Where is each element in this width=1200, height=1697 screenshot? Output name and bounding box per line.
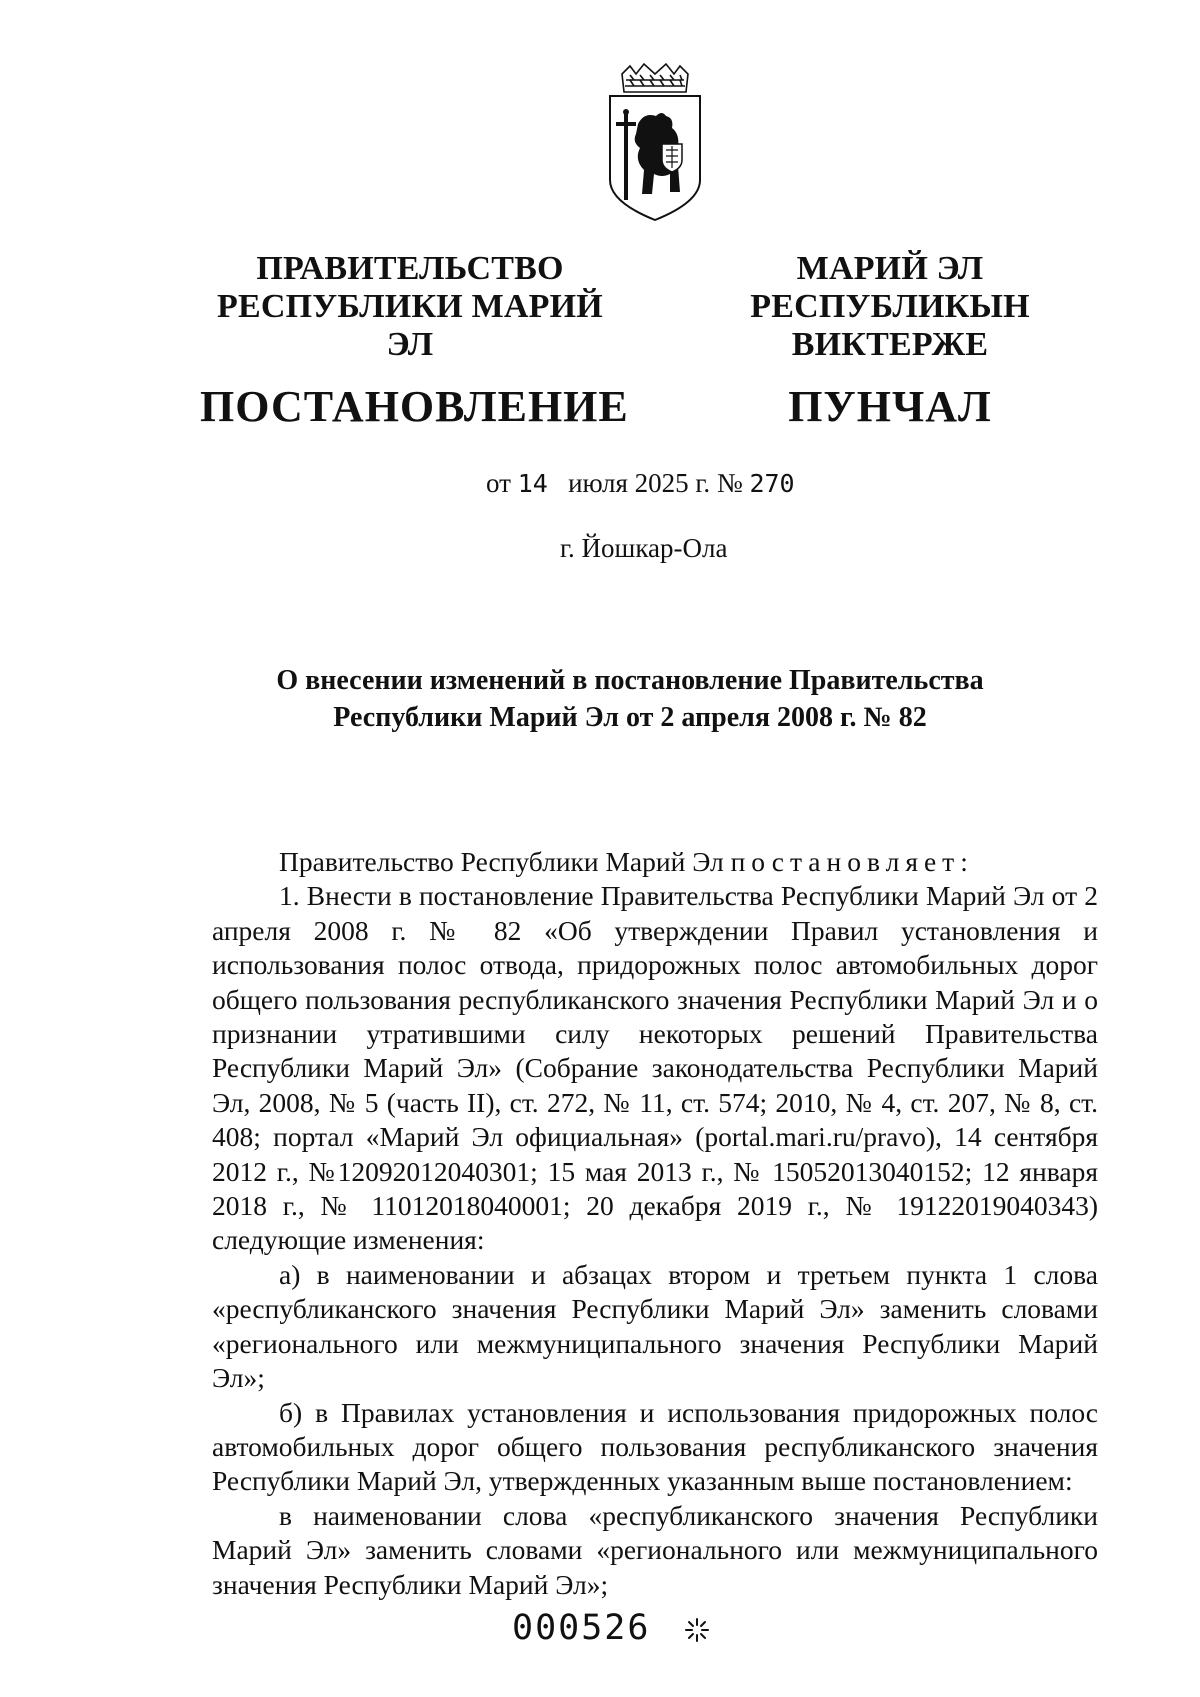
- date-prefix: от: [486, 468, 511, 498]
- doc-kind-ru: ПОСТАНОВЛЕНИЕ: [200, 382, 629, 431]
- document-title: [230, 662, 1030, 736]
- header-right-block: [670, 250, 1110, 432]
- org-name-mari-line2: ВИКТЕРЖЕ: [791, 326, 989, 363]
- serial-number: 000526: [512, 1608, 651, 1648]
- intro-verb: постановляет:: [730, 846, 974, 877]
- date-month-year: июля 2025 г.: [568, 468, 711, 498]
- number-sign: №: [716, 468, 743, 498]
- org-name-ru-line1: ПРАВИТЕЛЬСТВО: [256, 250, 564, 287]
- org-name-ru-line2: РЕСПУБЛИКИ МАРИЙ ЭЛ: [217, 288, 603, 363]
- coat-of-arms-emblem: [600, 62, 710, 232]
- document-body: [212, 845, 1098, 1602]
- date-number-line: [486, 468, 795, 499]
- document-number: 270: [749, 469, 795, 498]
- intro-lead: Правительство Республики Марий Эл: [279, 846, 724, 877]
- paragraph-b: б) в Правилах установления и использования придорожных полос автомобильных дорог общего пользования республиканского значения Республики Марий Эл, утвержденных указанным выше постановлением:: [212, 1396, 1098, 1497]
- ornament-mark-icon: [684, 1617, 710, 1643]
- title-line2: Республики Марий Эл от 2 апреля 2008 г. № 82: [333, 702, 927, 733]
- intro-paragraph: [212, 845, 1098, 879]
- date-day: 14: [517, 469, 548, 498]
- paragraph-1: 1. Внести в постановление Правительства Республики Марий Эл от 2 апреля 2008 г. № 82 «Об утверждении Правил установления и использования полос отвода, придорожных полос автомобильных дорог общего пользования республиканского значения Республики Марий Эл и о признании утратившими силу некоторых решений Правительства Республики Марий Эл» (Собрание законодательства Республики Марий Эл, 2008, № 5 (часть II), ст. 272, № 11, ст. 574; 2010, № 4, ст. 207, № 8, ст. 408; портал «Марий Эл официальная» (portal.mari.ru/pravo), 14 сентября 2012 г., №12092012040301; 15 мая 2013 г., № 15052013040152; 12 января 2018 г., № 11012018040001; 20 декабря 2019 г., № 19122019040343) следующие изменения:: [212, 880, 1098, 1256]
- org-name-mari-line1: МАРИЙ ЭЛ РЕСПУБЛИКЫН: [750, 250, 1030, 325]
- paragraph-c: в наименовании слова «республиканского значения Республики Марий Эл» заменить словами «регионального или межмуниципального значения Республики Марий Эл»;: [212, 1499, 1098, 1600]
- doc-kind-mari: ПУНЧАЛ: [788, 382, 992, 431]
- title-line1: О внесении изменений в постановление Правительства: [276, 665, 984, 696]
- header-left-block: [200, 250, 629, 432]
- paragraph-a: а) в наименовании и абзацах втором и третьем пункта 1 слова «республиканского значения Республики Марий Эл» заменить словами «регионального или межмуниципального значения Республики Марий Эл»;: [212, 1258, 1098, 1394]
- city-line: г. Йошкар-Ола: [560, 533, 728, 563]
